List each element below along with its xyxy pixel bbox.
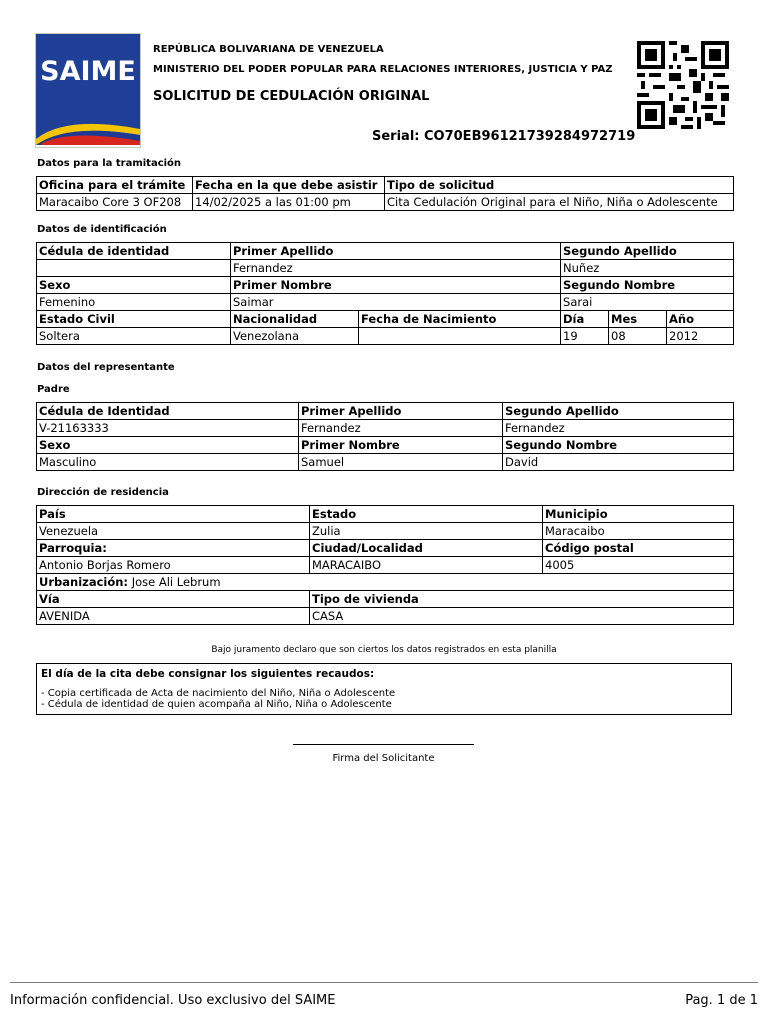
urbanizacion-cell — [37, 574, 734, 591]
table-row — [37, 506, 734, 523]
table-row — [37, 277, 734, 294]
table-header-cell: Primer Apellido — [231, 243, 561, 260]
table-cell: Sarai — [561, 294, 734, 311]
table-header-cell: Ciudad/Localidad — [310, 540, 543, 557]
flag-ribbon-icon — [36, 113, 140, 147]
table-header-cell: Municipio — [543, 506, 734, 523]
table-header-cell: Estado Civil — [37, 311, 231, 328]
table-cell: Zulia — [310, 523, 543, 540]
representante-table — [36, 402, 734, 471]
table-row — [37, 328, 734, 345]
table-header-cell: Sexo — [37, 437, 299, 454]
table-cell: V-21163333 — [37, 420, 299, 437]
identificacion-table — [36, 242, 734, 345]
serial-number: Serial: CO70EB96121739284972719 — [372, 129, 636, 144]
table-cell: AVENIDA — [37, 608, 310, 625]
table-row — [37, 523, 734, 540]
table-row — [37, 437, 734, 454]
table-header-cell: Día — [561, 311, 609, 328]
table-header-cell: Nacionalidad — [231, 311, 359, 328]
table-row — [37, 294, 734, 311]
table-header-cell: Primer Nombre — [231, 277, 561, 294]
subsection-padre: Padre — [37, 384, 70, 395]
tramitacion-table — [36, 176, 734, 211]
table-cell: Saimar — [231, 294, 561, 311]
table-cell: 4005 — [543, 557, 734, 574]
table-header-cell: Primer Nombre — [299, 437, 503, 454]
section-identificacion: Datos de identificación — [37, 224, 167, 235]
header-republic: REPÚBLICA BOLIVARIANA DE VENEZUELA — [153, 44, 384, 55]
table-cell: CASA — [310, 608, 734, 625]
recaudos-title: El día de la cita debe consignar los siguientes recaudos: — [41, 668, 375, 680]
table-header-cell: Código postal — [543, 540, 734, 557]
table-cell: Maracaibo — [543, 523, 734, 540]
table-row — [37, 454, 734, 471]
table-row — [37, 608, 734, 625]
table-header-cell: Sexo — [37, 277, 231, 294]
table-cell: David — [503, 454, 734, 471]
table-row — [37, 420, 734, 437]
table-header-cell: Cédula de Identidad — [37, 403, 299, 420]
table-cell: Masculino — [37, 454, 299, 471]
table-cell: MARACAIBO — [310, 557, 543, 574]
table-header-cell: Parroquia: — [37, 540, 310, 557]
table-row — [37, 177, 734, 194]
recaudos-item: - Cédula de identidad de quien acompaña al Niño, Niña o Adolescente — [41, 699, 392, 710]
table-header-cell: Segundo Nombre — [561, 277, 734, 294]
section-representante: Datos del representante — [37, 362, 175, 373]
table-header-cell: Mes — [609, 311, 667, 328]
table-cell: Femenino — [37, 294, 231, 311]
signature-line — [293, 744, 474, 745]
table-cell: 19 — [561, 328, 609, 345]
table-cell: Antonio Borjas Romero — [37, 557, 310, 574]
qr-code-icon — [637, 41, 729, 129]
table-cell — [37, 260, 231, 277]
table-row — [37, 591, 734, 608]
section-direccion: Dirección de residencia — [37, 487, 169, 498]
table-header-cell: Cédula de identidad — [37, 243, 231, 260]
table-header-cell: Fecha en la que debe asistir — [193, 177, 385, 194]
table-header-cell: Segundo Apellido — [561, 243, 734, 260]
table-cell — [359, 328, 561, 345]
signature-label: Firma del Solicitante — [332, 753, 435, 764]
recaudos-item: - Copia certificada de Acta de nacimiento del Niño, Niña o Adolescente — [41, 688, 396, 699]
table-cell: Samuel — [299, 454, 503, 471]
table-header-cell: País — [37, 506, 310, 523]
table-cell: Soltera — [37, 328, 231, 345]
table-row — [37, 194, 734, 211]
table-row — [37, 403, 734, 420]
declaracion-text: Bajo juramento declaro que son ciertos los datos registrados en esta planilla — [211, 645, 557, 655]
table-header-cell: Estado — [310, 506, 543, 523]
table-cell: Fernandez — [231, 260, 561, 277]
table-header-cell: Primer Apellido — [299, 403, 503, 420]
section-tramitacion: Datos para la tramitación — [37, 158, 182, 169]
table-row — [37, 574, 734, 591]
urbanizacion-label: Urbanización: — [39, 575, 129, 589]
table-header-cell: Oficina para el trámite — [37, 177, 193, 194]
table-header-cell: Vía — [37, 591, 310, 608]
table-header-cell: Tipo de vivienda — [310, 591, 734, 608]
table-header-cell: Tipo de solicitud — [385, 177, 734, 194]
header-ministry: MINISTERIO DEL PODER POPULAR PARA RELACIONES INTERIORES, JUSTICIA Y PAZ — [153, 64, 613, 75]
footer-divider — [10, 982, 758, 983]
table-cell: 14/02/2025 a las 01:00 pm — [193, 194, 385, 211]
saime-logo — [35, 33, 141, 148]
document-title: SOLICITUD DE CEDULACIÓN ORIGINAL — [153, 89, 430, 104]
table-row — [37, 260, 734, 277]
table-row — [37, 557, 734, 574]
table-cell: Maracaibo Core 3 OF208 — [37, 194, 193, 211]
logo-text: SAIME — [40, 56, 136, 87]
table-cell: Cita Cedulación Original para el Niño, Niña o Adolescente — [385, 194, 734, 211]
table-row — [37, 311, 734, 328]
table-cell: Venezuela — [37, 523, 310, 540]
table-header-cell: Segundo Nombre — [503, 437, 734, 454]
urbanizacion-value: Jose Ali Lebrum — [131, 575, 221, 589]
table-cell: 2012 — [667, 328, 734, 345]
table-header-cell: Segundo Apellido — [503, 403, 734, 420]
table-header-cell: Fecha de Nacimiento — [359, 311, 561, 328]
direccion-table — [36, 505, 734, 625]
table-row — [37, 243, 734, 260]
table-cell: Nuñez — [561, 260, 734, 277]
table-row — [37, 540, 734, 557]
table-cell: Fernandez — [299, 420, 503, 437]
table-header-cell: Año — [667, 311, 734, 328]
page-number: Pag. 1 de 1 — [685, 993, 758, 1008]
table-cell: Venezolana — [231, 328, 359, 345]
table-cell: 08 — [609, 328, 667, 345]
recaudos-box — [36, 663, 732, 715]
table-cell: Fernandez — [503, 420, 734, 437]
footer-confidential: Información confidencial. Uso exclusivo del SAIME — [10, 993, 336, 1008]
